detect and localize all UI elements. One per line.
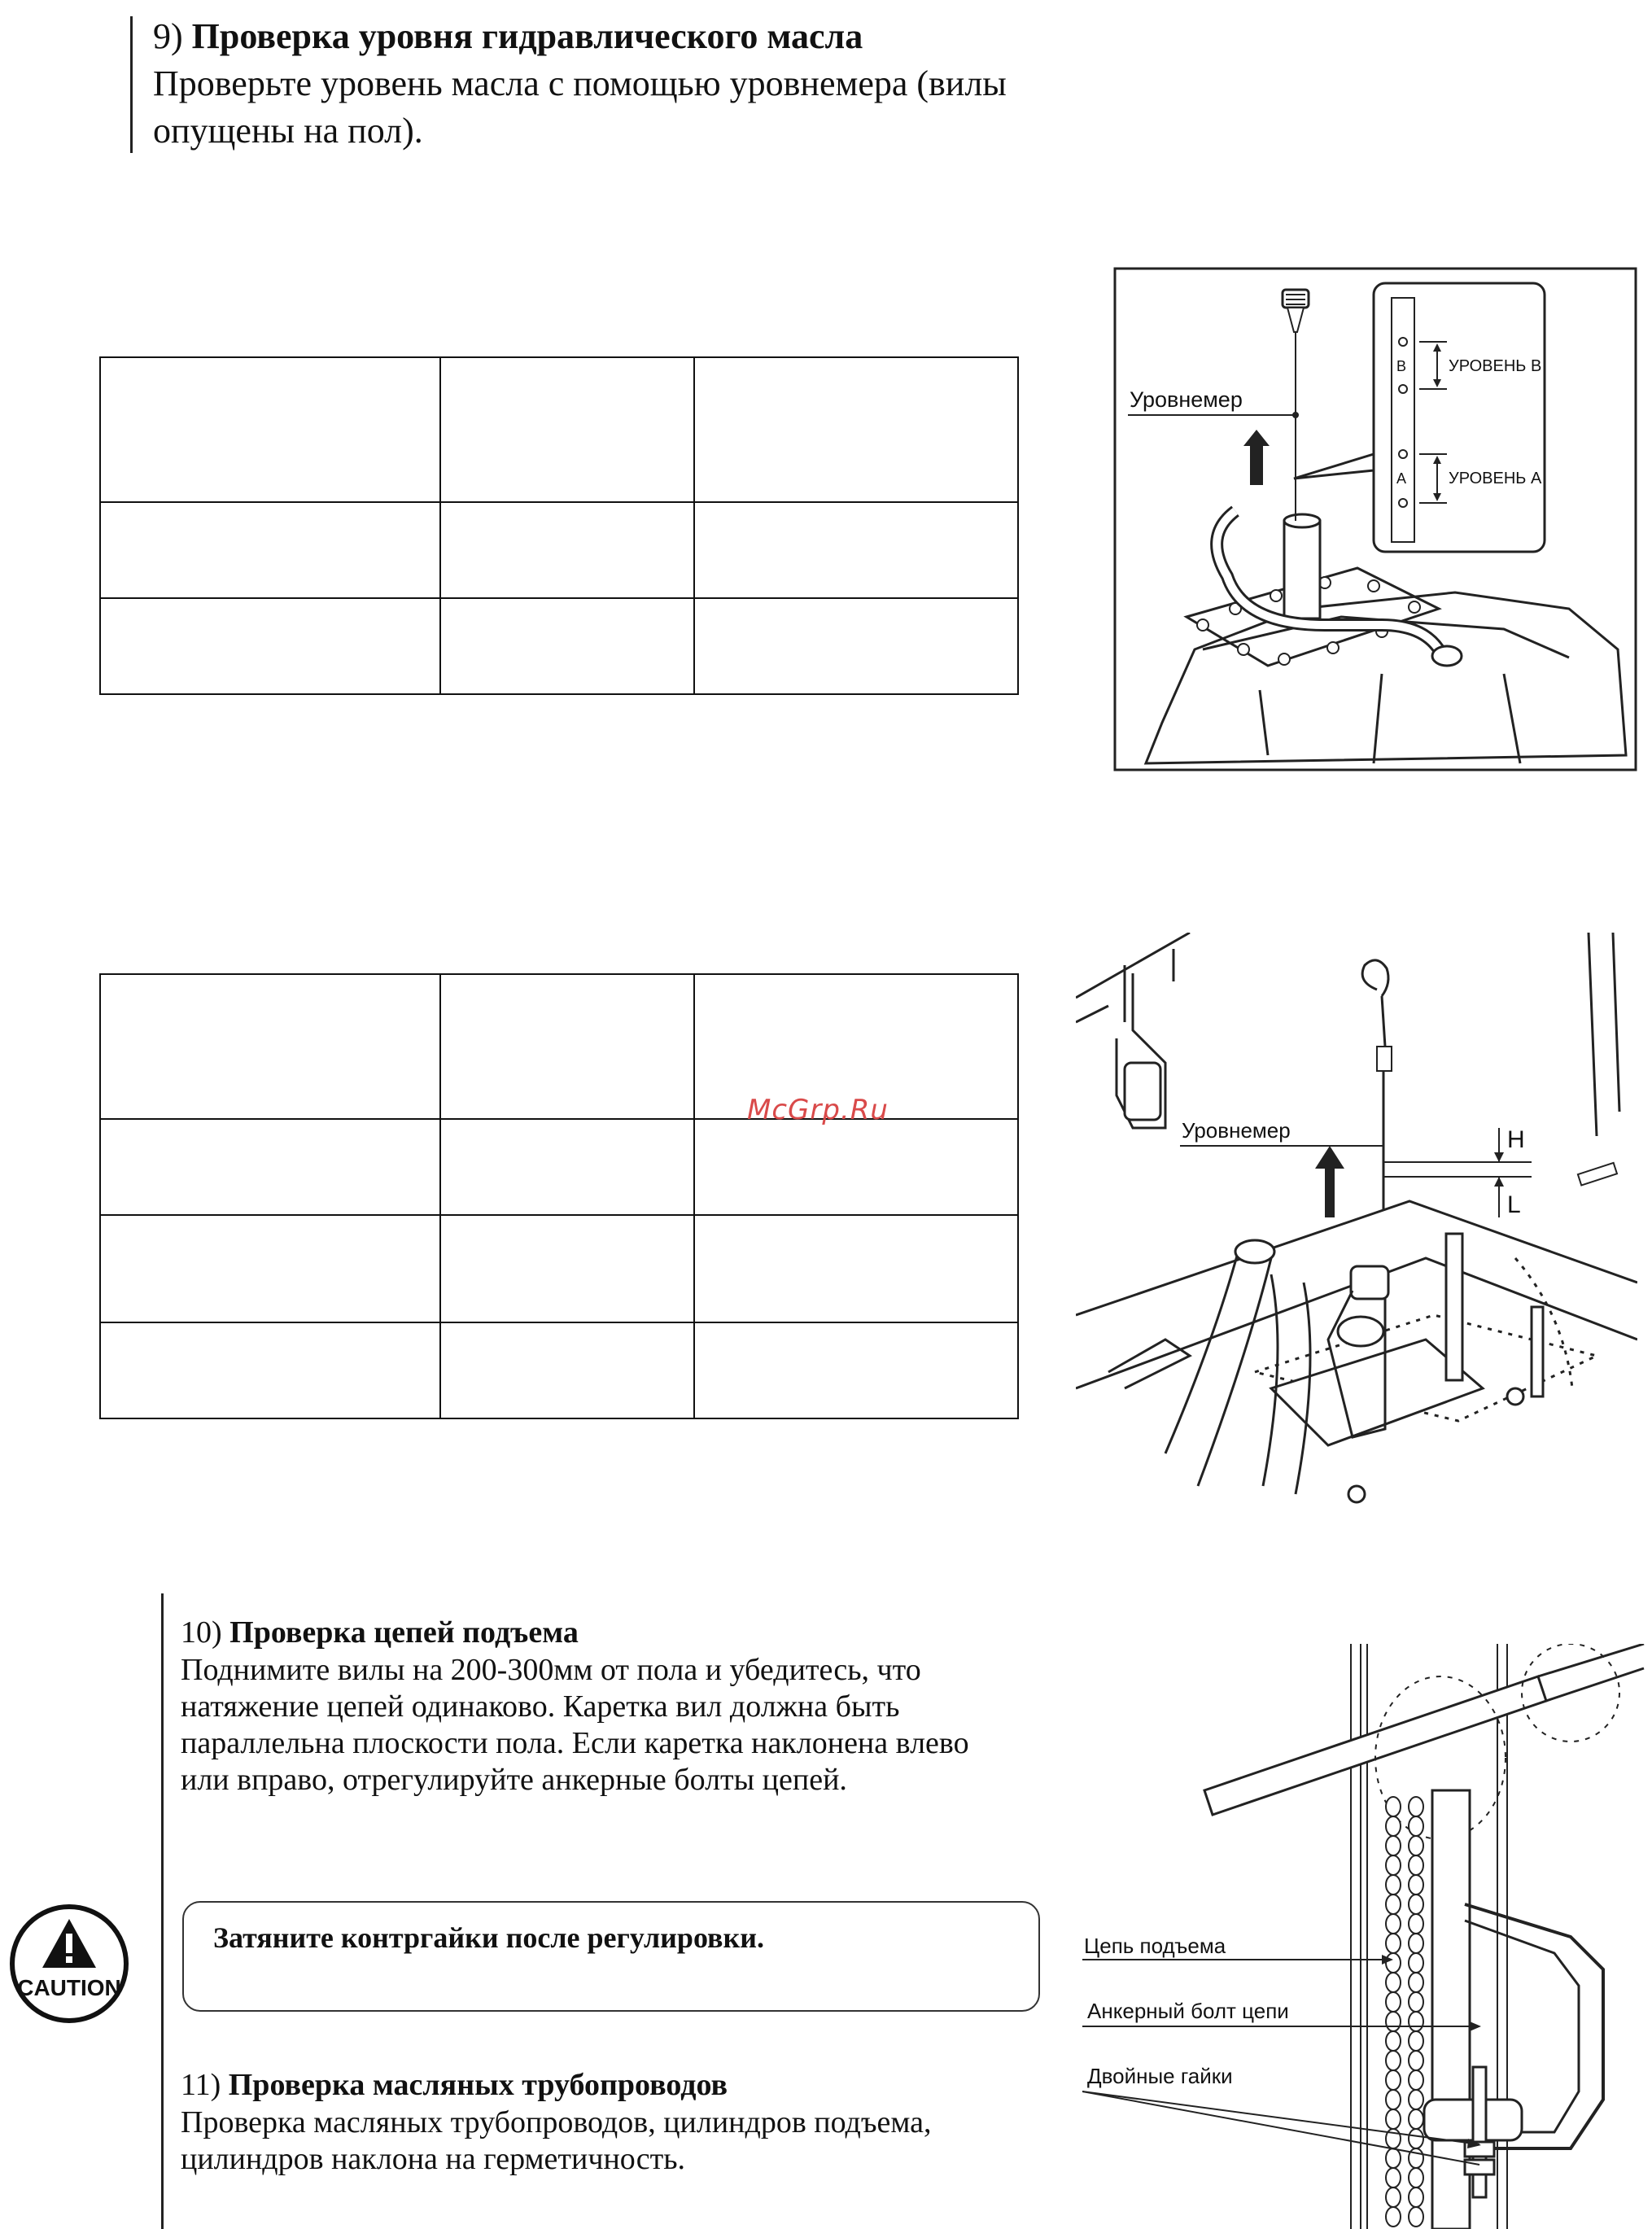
section11-number: 11) — [181, 2068, 221, 2102]
figure2-mark-h: H — [1507, 1126, 1525, 1153]
figure-lift-chain — [1082, 1644, 1652, 2229]
section11-line2: цилиндров наклона на герметичность. — [181, 2142, 686, 2176]
table2-cell — [694, 1119, 1018, 1215]
table1-cell — [440, 502, 694, 598]
figure-dipstick-tank — [1113, 267, 1639, 773]
section11-heading — [181, 2067, 728, 2104]
section11-line1: Проверка масляных трубопроводов, цилиндров подъема, — [181, 2105, 932, 2139]
table1-cell — [694, 502, 1018, 598]
section9-number: 9) — [153, 16, 183, 56]
caution-text: Затяните контргайки после регулировки. — [213, 1921, 764, 1954]
section9-heading — [153, 13, 863, 60]
section9-line2: опущены на пол). — [153, 111, 423, 151]
figure2-dipstick-label: Уровнемер — [1182, 1118, 1291, 1143]
oil-level-table-1 — [99, 356, 1019, 695]
section10-line3: параллельна плоскости пола. Если каретка наклонена влево — [181, 1726, 969, 1760]
table2-cell — [440, 1215, 694, 1322]
figure1-level-b: УРОВЕНЬ B — [1449, 357, 1542, 375]
section9-margin-bar — [130, 16, 133, 153]
table2-cell — [440, 974, 694, 1119]
table1-cell — [440, 357, 694, 502]
figure-dipstick-hl — [1076, 933, 1637, 1515]
table2-cell — [100, 1119, 440, 1215]
oil-level-table-2 — [99, 973, 1019, 1419]
chain-links-left — [1386, 1797, 1401, 2227]
table1-cell — [694, 598, 1018, 694]
figure1-mark-a: A — [1396, 470, 1407, 487]
figure1-level-a: УРОВЕНЬ A — [1449, 470, 1542, 487]
table2-cell — [100, 1215, 440, 1322]
chain-links-right — [1409, 1797, 1423, 2227]
section10-title: Проверка цепей подъема — [229, 1615, 579, 1650]
section10-line1: Поднимите вилы на 200-300мм от пола и убедитесь, что — [181, 1653, 921, 1687]
section9-line1: Проверьте уровень масла с помощью уровнемера (вилы — [153, 63, 1007, 103]
table1-cell — [100, 598, 440, 694]
figure2-drawing — [1076, 933, 1637, 1515]
section10-number: 10) — [181, 1615, 222, 1650]
table2-cell — [694, 1322, 1018, 1418]
table2-cell — [440, 1322, 694, 1418]
table1-cell — [100, 357, 440, 502]
section10-heading — [181, 1615, 579, 1651]
section10-line2: натяжение цепей одинаково. Каретка вил должна быть — [181, 1689, 900, 1724]
figure1-mark-b: B — [1396, 358, 1407, 374]
section10-margin-bar — [161, 1593, 164, 2229]
figure3-label-chain: Цепь подъема — [1084, 1934, 1226, 1958]
table1-cell — [694, 357, 1018, 502]
section10-line4: или вправо, отрегулируйте анкерные болты цепей. — [181, 1763, 847, 1797]
table2-cell — [440, 1119, 694, 1215]
section9-title: Проверка уровня гидравлического масла — [191, 16, 863, 56]
section11-title: Проверка масляных трубопроводов — [228, 2068, 728, 2102]
figure2-mark-l: L — [1507, 1191, 1521, 1218]
table1-cell — [100, 502, 440, 598]
caution-box — [182, 1901, 1040, 2012]
caution-icon-drawing — [8, 1901, 130, 2026]
table2-cell — [694, 1215, 1018, 1322]
figure3-label-nuts: Двойные гайки — [1087, 2064, 1233, 2088]
watermark: McGrp.Ru — [747, 1094, 889, 1126]
caution-icon — [8, 1901, 130, 2026]
figure1-drawing — [1113, 267, 1639, 773]
table2-cell — [100, 1322, 440, 1418]
figure3-drawing — [1082, 1644, 1652, 2229]
table1-cell — [440, 598, 694, 694]
figure3-label-anchor: Анкерный болт цепи — [1087, 1999, 1289, 2023]
table2-cell — [100, 974, 440, 1119]
caution-icon-label: CAUTION — [17, 1975, 121, 2000]
figure1-dipstick-label: Уровнемер — [1130, 387, 1243, 412]
